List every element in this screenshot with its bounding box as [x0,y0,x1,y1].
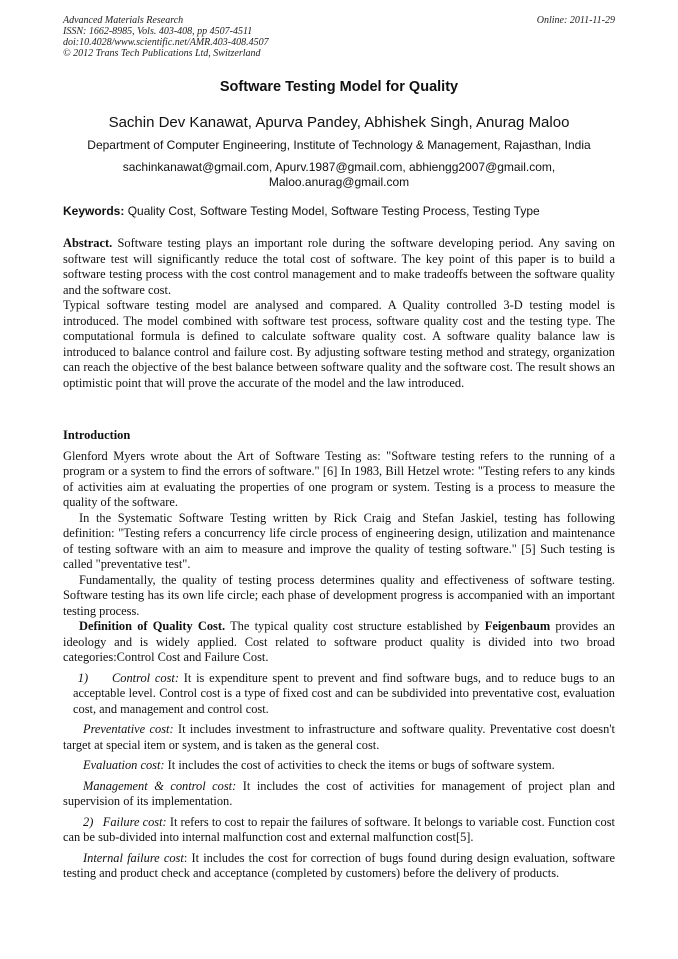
introduction-section [63,428,615,882]
affiliation: Department of Computer Engineering, Institute of Technology & Management, Rajasthan, India [87,138,591,152]
control-cost-text: It is expenditure spent to prevent and find software bugs, and to reduce bugs to an acceptable level. Control cost is a type of fixed cost and can be subdivided into preventative cost, evaluation cost, and management and control cost. [73,670,615,716]
management-cost-paragraph [63,779,615,810]
item2-number: 2) [83,814,94,829]
keywords-text: Quality Cost, Software Testing Model, Software Testing Process, Testing Type [127,204,540,218]
online-date: Online: 2011-11-29 [536,15,615,26]
preventative-cost-label: Preventative cost: [83,722,174,736]
intro-paragraph-2: In the Systematic Software Testing written by Rick Craig and Stefan Jaskiel, testing has following definition: "Testing refers a concurrency life circle process of engineering design, utilization and maintenance of testing software with an aim to measure and improve the quality of testing software." [5] Such testing is called "preventative test". [63,510,615,571]
keywords [63,204,623,218]
failure-cost-text: It refers to cost to repair the failures of software. It belongs to variable cost. Function cost can be sub-divided into internal malfunction cost and external malfunction cost[5]. [63,814,615,844]
abstract-p1-text: Software testing plays an important role during the software developing period. Any saving on software test will significantly reduce the total cost of software. The key point of this paper is to build a software testing process with the cost control management and to make tradeoffs between the software quality and the software cost. [63,236,615,297]
keywords-label: Keywords: [63,204,125,218]
failure-cost-label: Failure cost: [102,814,167,829]
control-cost-item [63,671,615,718]
emails-line-1: sachinkanawat@gmail.com, Apurv.1987@gmail.com, abhiengg2007@gmail.com, [122,160,556,174]
introduction-heading: Introduction [63,428,131,442]
quality-cost-paragraph [63,619,615,666]
control-cost-label: Control cost: [112,670,179,685]
evaluation-cost-paragraph [63,758,615,774]
internal-failure-paragraph [63,851,615,882]
journal-header [63,15,615,59]
evaluation-cost-label: Evaluation cost: [83,758,165,772]
evaluation-cost-text: It includes the cost of activities to check the items or bugs of software system. [167,758,555,772]
issn-line: ISSN: 1662-8985, Vols. 403-408, pp 4507-4511 [63,26,253,37]
abstract-paragraph-1 [63,236,615,298]
author-list: Sachin Dev Kanawat, Apurva Pandey, Abhishek Singh, Anurag Maloo [108,114,570,131]
preventative-cost-paragraph [63,722,615,753]
quality-cost-text-a: The typical quality cost structure established by [230,619,480,633]
copyright-line: © 2012 Trans Tech Publications Ltd, Switzerland [63,48,261,59]
journal-name: Advanced Materials Research [63,15,184,26]
internal-failure-label: Internal failure cost [83,850,184,865]
internal-failure-text: : It includes the cost for correction of bugs found during design evaluation, software testing and product check and acceptance (completed by customers) before the delivery of products. [63,850,615,880]
preventative-cost-text: It includes investment to infrastructure and software quality. Preventative cost doesn't target at special item or system, and is taken as the general cost. [63,722,615,752]
intro-paragraph-3: Fundamentally, the quality of testing process determines quality and effectiveness of software testing. Software testing has its own life circle; each phase of development progress is accompanied with an important testing process. [63,572,615,618]
intro-paragraph-1: Glenford Myers wrote about the Art of Software Testing as: "Software testing refers to the running of a program or a system to find the errors of software." [6] In 1983, Bill Hetzel wrote: "Testing refers to any kinds of activities aim at evaluating the properties of one program or system. Testing is a process to measure the quality of the software. [63,448,615,509]
emails-line-2: Maloo.anurag@gmail.com [268,175,410,189]
author-emails [0,160,678,190]
item1-number: 1) [77,670,89,685]
failure-cost-item [63,815,615,846]
management-cost-text: It includes the cost of activities for management of project plan and supervision of its implementation. [63,778,615,808]
quality-cost-label: Definition of Quality Cost. [79,619,226,633]
paper-title: Software Testing Model for Quality [219,79,459,95]
abstract-label: Abstract. [63,236,113,250]
abstract-paragraph-2: Typical software testing model are analysed and compared. A Quality controlled 3-D testing model is introduced. The model combined with software test process, software quality cost and the testing type. The computational formula is defined to calculate software quality cost. A software quality balance law is introduced to balance control and failure cost. By adjusting software testing method and strategy, organization can reach the objective of the best balance between software quality and the software cost. The result shows an optimistic point that will prove the accurate of the model and the law introduced. [63,298,615,390]
doi-line: doi:10.4028/www.scientific.net/AMR.403-408.4507 [63,37,269,48]
abstract-section [63,236,615,391]
management-cost-label: Management & control cost: [83,778,237,793]
feigenbaum-name: Feigenbaum [484,619,551,633]
quality-cost-text-b: provides an ideology and is widely applied. Cost related to software product quality is divided into two broad categories:Control Cost and Failure Cost. [63,619,615,664]
